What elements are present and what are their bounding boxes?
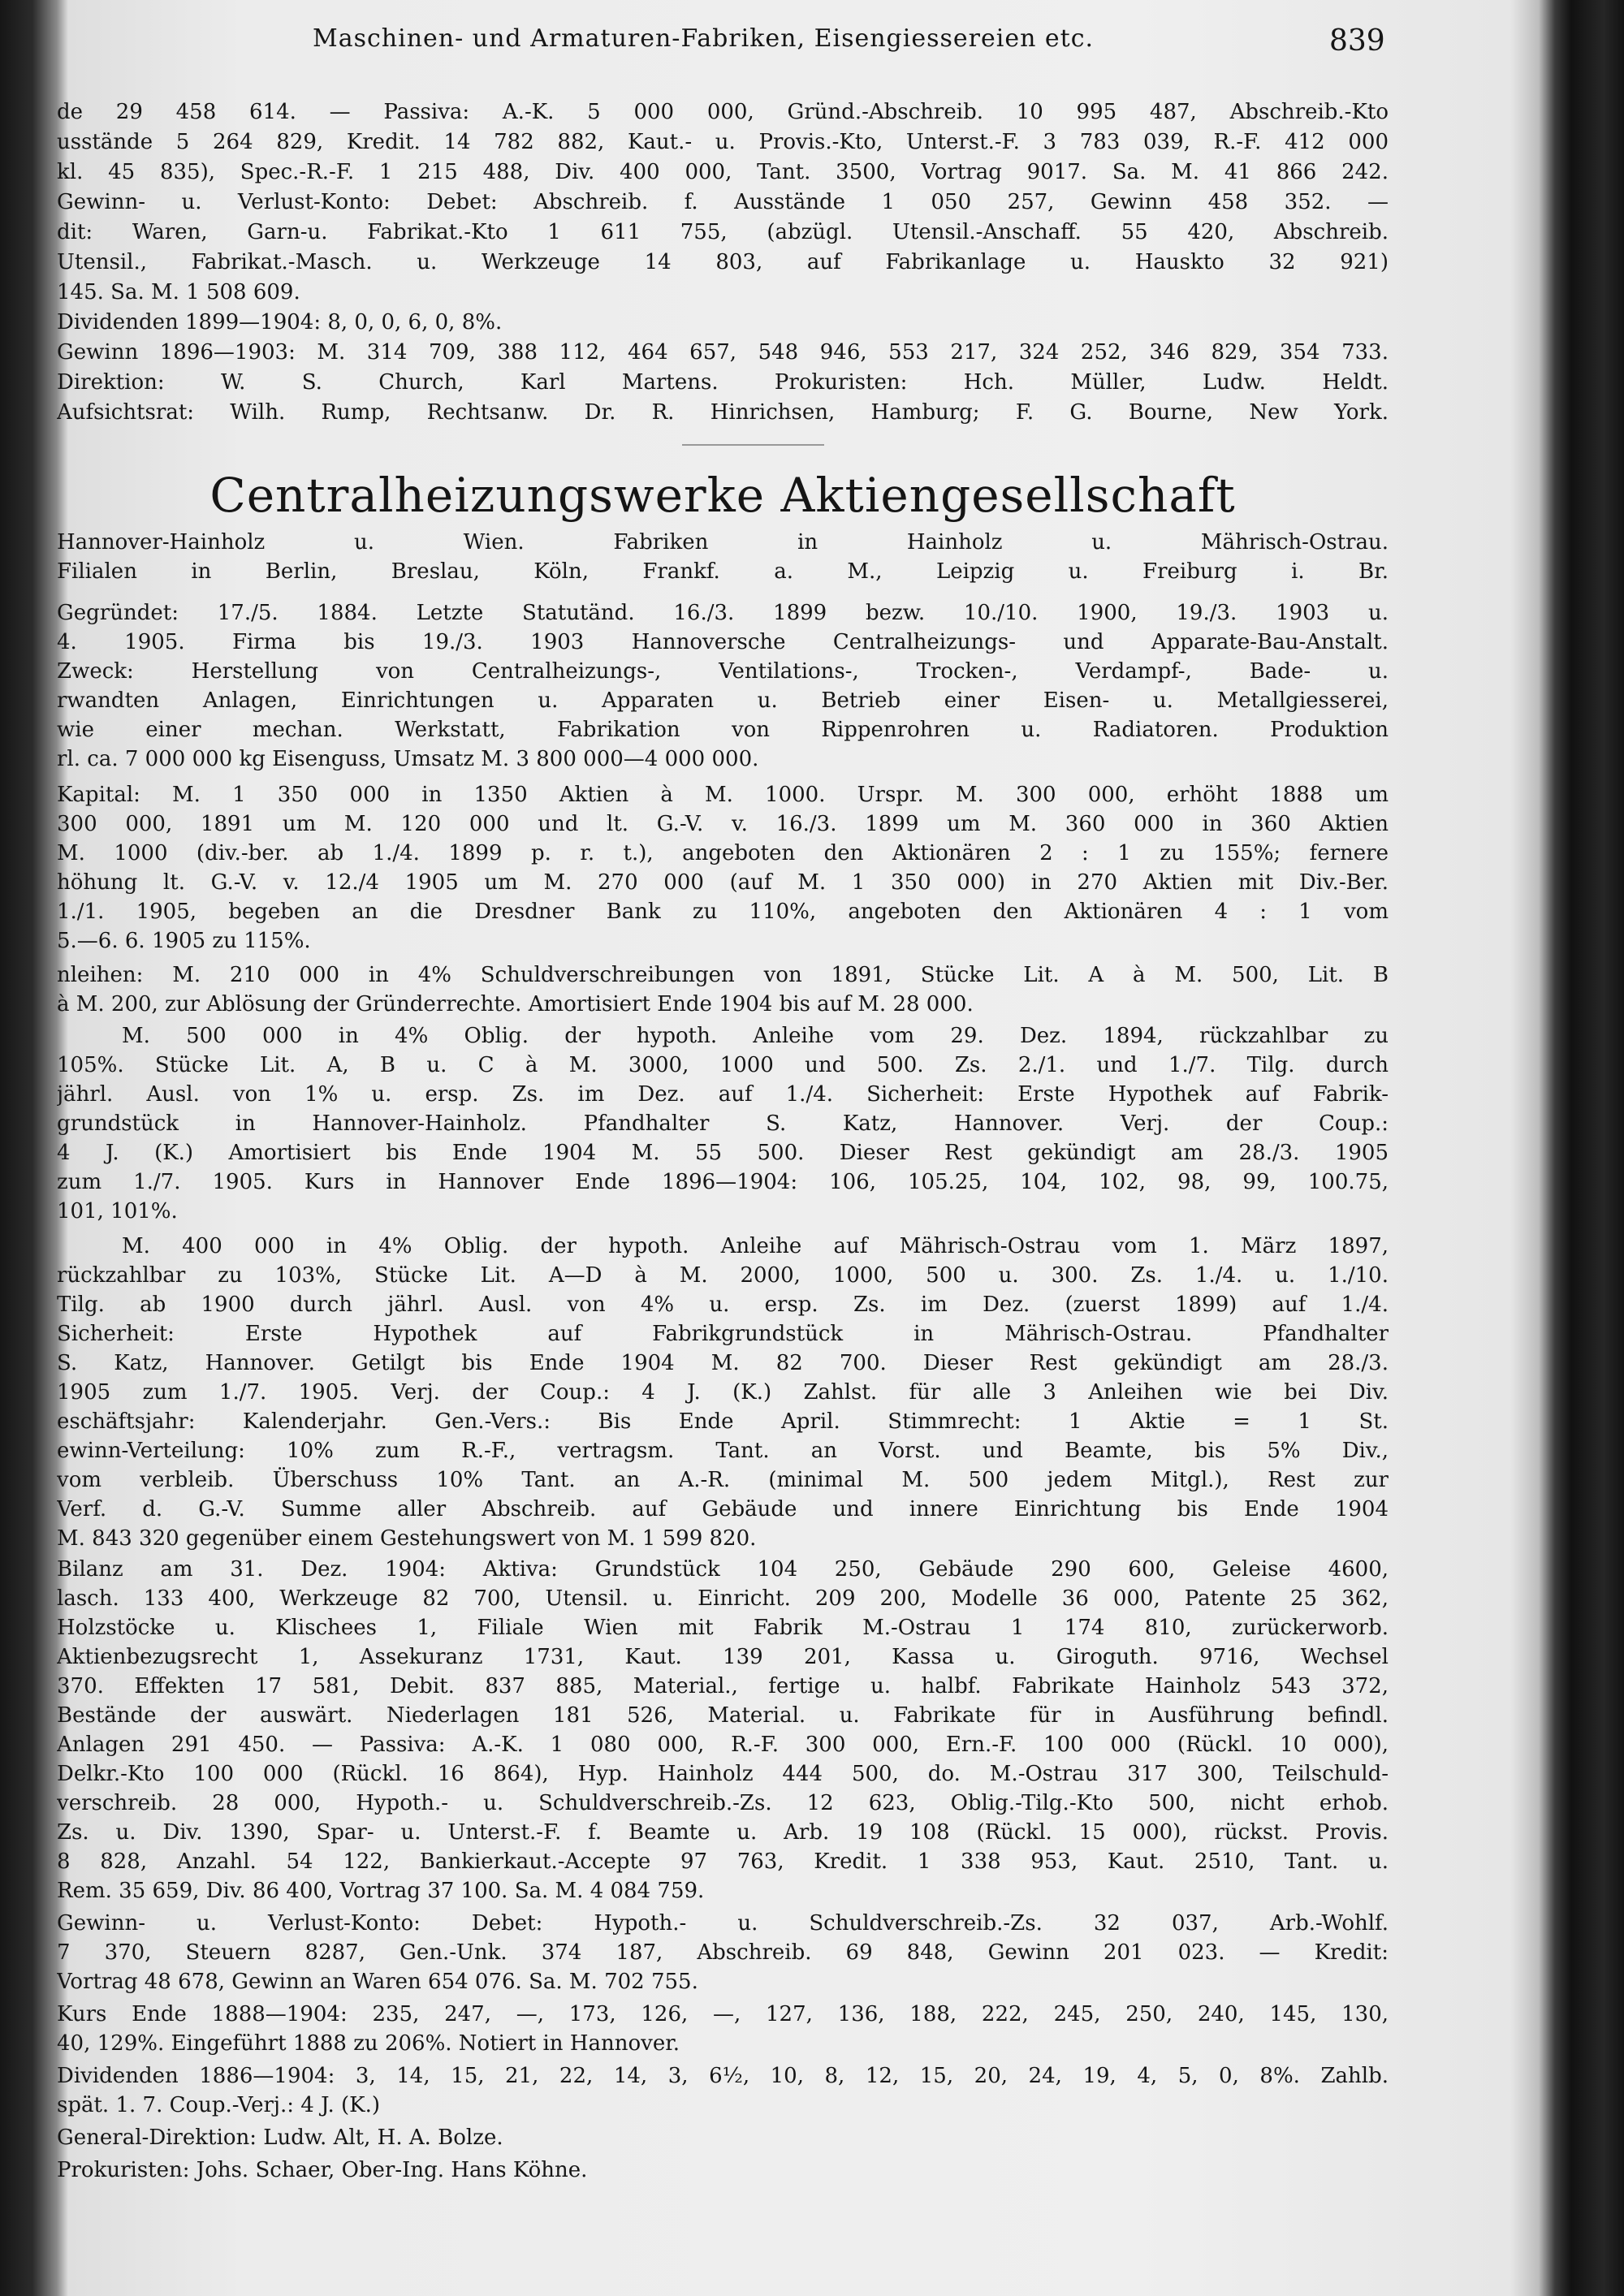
text-line: Anlagen 291 450. — Passiva: A.-K. 1 080 000, R.-F. 300 000, Ern.-F. 100 000 (Rückl. 10 000),	[57, 1733, 1389, 1757]
text-line: Utensil., Fabrikat.-Masch. u. Werkzeuge 14 803, auf Fabrikanlage u. Hauskto 32 921)	[57, 250, 1389, 274]
text-line: 4. 1905. Firma bis 19./3. 1903 Hannoversche Centralheizungs- und Apparate-Bau-Anstalt.	[57, 630, 1389, 654]
text-line: Prokuristen: Johs. Schaer, Ober-Ing. Hans Köhne.	[57, 2158, 588, 2182]
text-line: 145. Sa. M. 1 508 609.	[57, 280, 300, 304]
text-line: Kapital: M. 1 350 000 in 1350 Aktien à M. 1000. Urspr. M. 300 000, erhöht 1888 um	[57, 783, 1389, 807]
text-line: Aufsichtsrat: Wilh. Rump, Rechtsanw. Dr. R. Hinrichsen, Hamburg; F. G. Bourne, New York.	[57, 400, 1389, 425]
text-line: S. Katz, Hannover. Getilgt bis Ende 1904 M. 82 700. Dieser Rest gekündigt am 28./3.	[57, 1351, 1389, 1375]
text-line: Gewinn 1896—1903: M. 314 709, 388 112, 464 657, 548 946, 553 217, 324 252, 346 829, 354 733.	[57, 340, 1389, 365]
text-line: 101, 101%.	[57, 1199, 178, 1224]
text-line: Filialen in Berlin, Breslau, Köln, Frankf. a. M., Leipzig u. Freiburg i. Br.	[57, 559, 1389, 584]
text-line: spät. 1. 7. Coup.-Verj.: 4 J. (K.)	[57, 2093, 380, 2117]
text-line: Tilg. ab 1900 durch jährl. Ausl. von 4% u. ersp. Zs. im Dez. (zuerst 1899) auf 1./4.	[57, 1293, 1389, 1317]
text-line: verschreib. 28 000, Hypoth.- u. Schuldverschreib.-Zs. 12 623, Oblig.-Tilg.-Kto 500, nicht erhob.	[57, 1791, 1389, 1815]
text-line: Zs. u. Div. 1390, Spar- u. Unterst.-F. f. Beamte u. Arb. 19 108 (Rückl. 15 000), rückst. Provis.	[57, 1820, 1389, 1845]
text-line: rückzahlbar zu 103%, Stücke Lit. A—D à M. 2000, 1000, 500 u. 300. Zs. 1./4. u. 1./10.	[57, 1263, 1389, 1288]
text-line: 1./1. 1905, begeben an die Dresdner Bank zu 110%, angeboten den Aktionären 4 : 1 vom	[57, 900, 1389, 924]
text-line: Delkr.-Kto 100 000 (Rückl. 16 864), Hyp. Hainholz 444 500, do. M.-Ostrau 317 300, Teilschuld-	[57, 1762, 1389, 1786]
text-line: grundstück in Hannover-Hainholz. Pfandhalter S. Katz, Hannover. Verj. der Coup.:	[57, 1111, 1389, 1136]
text-line: M. 500 000 in 4% Oblig. der hypoth. Anleihe vom 29. Dez. 1894, rückzahlbar zu	[122, 1024, 1389, 1048]
text-line: Gewinn- u. Verlust-Konto: Debet: Hypoth.- u. Schuldverschreib.-Zs. 32 037, Arb.-Wohlf.	[57, 1911, 1389, 1936]
text-line: Kurs Ende 1888—1904: 235, 247, —, 173, 126, —, 127, 136, 188, 222, 245, 250, 240, 145, 130,	[57, 2002, 1389, 2026]
text-line: Verf. d. G.-V. Summe aller Abschreib. auf Gebäude und innere Einrichtung bis Ende 1904	[57, 1497, 1389, 1521]
text-line: Dividenden 1886—1904: 3, 14, 15, 21, 22, 14, 3, 6½, 10, 8, 12, 15, 20, 24, 19, 4, 5, 0, 8%. Zahlb.	[57, 2064, 1389, 2088]
text-line: de 29 458 614. — Passiva: A.-K. 5 000 000, Gründ.-Abschreib. 10 995 487, Abschreib.-Kto	[57, 100, 1389, 124]
text-line: 8 828, Anzahl. 54 122, Bankierkaut.-Accepte 97 763, Kredit. 1 338 953, Kaut. 2510, Tant. u.	[57, 1849, 1389, 1874]
text-line: 1905 zum 1./7. 1905. Verj. der Coup.: 4 J. (K.) Zahlst. für alle 3 Anleihen wie bei Div.	[57, 1380, 1389, 1405]
company-title: Centralheizungswerke Aktiengesellschaft	[209, 468, 1236, 523]
text-line: 7 370, Steuern 8287, Gen.-Unk. 374 187, Abschreib. 69 848, Gewinn 201 023. — Kredit:	[57, 1940, 1389, 1965]
text-line: dit: Waren, Garn-u. Fabrikat.-Kto 1 611 755, (abzügl. Utensil.-Anschaff. 55 420, Abschreib.	[57, 220, 1389, 244]
text-line: 105%. Stücke Lit. A, B u. C à M. 3000, 1000 und 500. Zs. 2./1. und 1./7. Tilg. durch	[57, 1053, 1389, 1077]
text-line: kl. 45 835), Spec.-R.-F. 1 215 488, Div. 400 000, Tant. 3500, Vortrag 9017. Sa. M. 41 866 242.	[57, 160, 1389, 184]
text-line: General-Direktion: Ludw. Alt, H. A. Bolze.	[57, 2126, 503, 2150]
section-divider	[682, 444, 824, 446]
text-line: Dividenden 1899—1904: 8, 0, 0, 6, 0, 8%.	[57, 310, 503, 334]
text-line: lasch. 133 400, Werkzeuge 82 700, Utensil. u. Einricht. 209 200, Modelle 36 000, Patente 25 362,	[57, 1586, 1389, 1611]
text-line: Direktion: W. S. Church, Karl Martens. Prokuristen: Hch. Müller, Ludw. Heldt.	[57, 370, 1389, 395]
text-line: Vortrag 48 678, Gewinn an Waren 654 076. Sa. M. 702 755.	[57, 1970, 698, 1994]
text-line: Rem. 35 659, Div. 86 400, Vortrag 37 100. Sa. M. 4 084 759.	[57, 1879, 705, 1903]
text-line: Bilanz am 31. Dez. 1904: Aktiva: Grundstück 104 250, Gebäude 290 600, Geleise 4600,	[57, 1557, 1389, 1582]
text-line: vom verbleib. Überschuss 10% Tant. an A.-R. (minimal M. 500 jedem Mitgl.), Rest zur	[57, 1468, 1389, 1492]
page-number: 839	[1329, 24, 1385, 58]
text-line: 370. Effekten 17 581, Debit. 837 885, Material., fertige u. halbf. Fabrikate Hainholz 543 372,	[57, 1674, 1389, 1698]
text-line: usstände 5 264 829, Kredit. 14 782 882, Kaut.- u. Provis.-Kto, Unterst.-F. 3 783 039, R.-F. 412 000	[57, 130, 1389, 154]
text-line: Sicherheit: Erste Hypothek auf Fabrikgrundstück in Mährisch-Ostrau. Pfandhalter	[57, 1322, 1389, 1346]
text-line: zum 1./7. 1905. Kurs in Hannover Ende 1896—1904: 106, 105.25, 104, 102, 98, 99, 100.75,	[57, 1170, 1389, 1194]
text-line: Hannover-Hainholz u. Wien. Fabriken in Hainholz u. Mährisch-Ostrau.	[57, 530, 1389, 555]
text-line: Gewinn- u. Verlust-Konto: Debet: Abschreib. f. Ausstände 1 050 257, Gewinn 458 352. —	[57, 190, 1389, 214]
text-line: Bestände der auswärt. Niederlagen 181 526, Material. u. Fabrikate für in Ausführung befindl.	[57, 1703, 1389, 1728]
text-line: wie einer mechan. Werkstatt, Fabrikation von Rippenrohren u. Radiatoren. Produktion	[57, 718, 1389, 742]
text-line: M. 1000 (div.-ber. ab 1./4. 1899 p. r. t.), angeboten den Aktionären 2 : 1 zu 155%; fernere	[57, 841, 1389, 865]
text-line: höhung lt. G.-V. v. 12./4 1905 um M. 270 000 (auf M. 1 350 000) in 270 Aktien mit Div.-Ber.	[57, 870, 1389, 895]
text-line: 300 000, 1891 um M. 120 000 und lt. G.-V. v. 16./3. 1899 um M. 360 000 in 360 Aktien	[57, 812, 1389, 836]
text-line: 5.—6. 6. 1905 zu 115%.	[57, 929, 311, 953]
running-title: Maschinen- und Armaturen-Fabriken, Eisengiessereien etc.	[313, 24, 1095, 53]
running-header	[0, 24, 1624, 65]
text-line: nleihen: M. 210 000 in 4% Schuldverschreibungen von 1891, Stücke Lit. A à M. 500, Lit. B	[57, 963, 1389, 987]
text-line: jährl. Ausl. von 1% u. ersp. Zs. im Dez. auf 1./4. Sicherheit: Erste Hypothek auf Fabrik-	[57, 1082, 1389, 1107]
text-line: 40, 129%. Eingeführt 1888 zu 206%. Notiert in Hannover.	[57, 2031, 680, 2056]
text-line: ewinn-Verteilung: 10% zum R.-F., vertragsm. Tant. an Vorst. und Beamte, bis 5% Div.,	[57, 1439, 1389, 1463]
text-line: M. 400 000 in 4% Oblig. der hypoth. Anleihe auf Mährisch-Ostrau vom 1. März 1897,	[122, 1234, 1389, 1258]
text-line: rwandten Anlagen, Einrichtungen u. Apparaten u. Betrieb einer Eisen- u. Metallgiesserei,	[57, 688, 1389, 713]
text-line: à M. 200, zur Ablösung der Gründerrechte. Amortisiert Ende 1904 bis auf M. 28 000.	[57, 992, 974, 1016]
text-line: Aktienbezugsrecht 1, Assekuranz 1731, Kaut. 139 201, Kassa u. Giroguth. 9716, Wechsel	[57, 1645, 1389, 1669]
text-line: 4 J. (K.) Amortisiert bis Ende 1904 M. 55 500. Dieser Rest gekündigt am 28./3. 1905	[57, 1141, 1389, 1165]
text-line: eschäftsjahr: Kalenderjahr. Gen.-Vers.: Bis Ende April. Stimmrecht: 1 Aktie = 1 St.	[57, 1409, 1389, 1434]
text-line: Zweck: Herstellung von Centralheizungs-, Ventilations-, Trocken-, Verdampf-, Bade- u.	[57, 659, 1389, 684]
text-line: Gegründet: 17./5. 1884. Letzte Statutänd. 16./3. 1899 bezw. 10./10. 1900, 19./3. 1903 u.	[57, 601, 1389, 625]
text-line: M. 843 320 gegenüber einem Gestehungswert von M. 1 599 820.	[57, 1526, 757, 1551]
text-line: rl. ca. 7 000 000 kg Eisenguss, Umsatz M. 3 800 000—4 000 000.	[57, 747, 759, 771]
text-line: Holzstöcke u. Klischees 1, Filiale Wien mit Fabrik M.-Ostrau 1 174 810, zurückerworb.	[57, 1616, 1389, 1640]
